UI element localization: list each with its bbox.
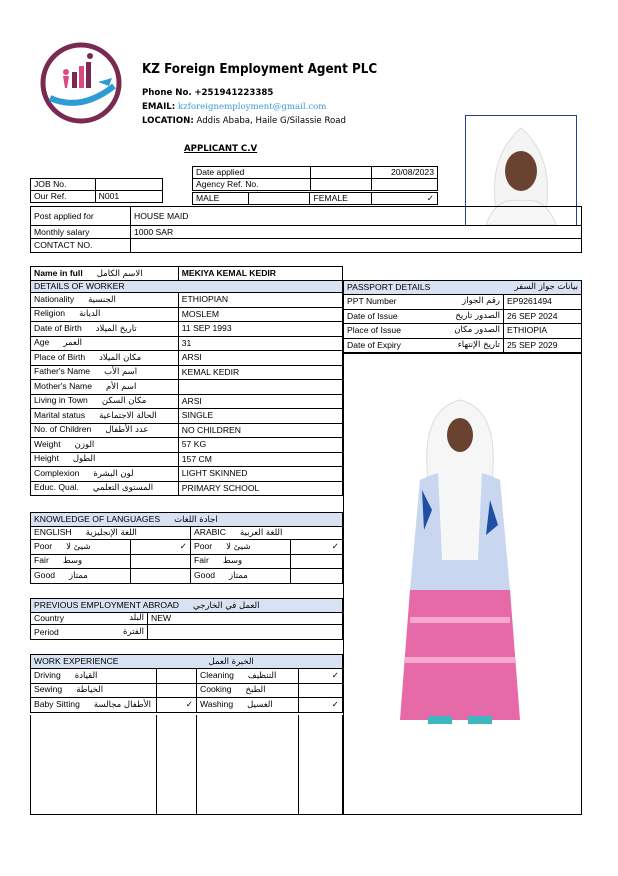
languages-table: KNOWLEDGE OF LANGUAGES اجادة اللغات ENGLISH اللغة الإنجليزية ARABIC اللغة العربية Poor شيئ لا ✓ Poor شيئ لا ✓ Fair وسط Fair وسط Good ممتاز Good ممتاز xyxy=(30,512,343,584)
passport-row: PPT Number رقم الجواز EP9261494 xyxy=(344,295,582,310)
language-row: Fair وسط Fair وسط xyxy=(31,554,343,569)
experience-row: Driving القيادة Cleaning التنظيف ✓ xyxy=(31,669,343,684)
company-name: KZ Foreign Employment Agent PLC xyxy=(142,62,378,77)
experience-row: Baby Sitting الأطفال مجالسة ✓ Washing الغسيل ✓ xyxy=(31,698,343,713)
detail-row: No. of Children عدد الأطفال NO CHILDREN xyxy=(31,423,343,438)
passport-row: Date of Expiry تاريخ الإنتهاء 25 SEP 2029 xyxy=(344,338,582,353)
passport-table: PASSPORT DETAILS بيانات جواز السفر PPT Number رقم الجواز EP9261494 Date of Issue الصدور تاريخ 26 SEP 2024 Place of Issue الصدور مكان ETHIOPIA Date of Expiry تاريخ الإنتهاء 25 SEP 2029 xyxy=(343,280,582,353)
detail-row: Living in Town مكان السكن ARSI xyxy=(31,394,343,409)
experience-space xyxy=(30,715,343,815)
page-title: APPLICANT C.V xyxy=(184,144,258,154)
detail-row: Educ. Qual. المستوى التعلمي PRIMARY SCHOOL xyxy=(31,481,343,496)
employment-table: PREVIOUS EMPLOYMENT ABROAD العمل في الخارجي Country البلد NEW Period الفترة xyxy=(30,598,343,640)
detail-row: Place of Birth مكان الميلاد ARSI xyxy=(31,351,343,366)
work-experience-table: WORK EXPERIENCE الخبرة العمل Driving القيادة Cleaning التنظيف ✓ Sewing الخياطة Cooking الطبخ Baby Sitting الأطفال مجالسة ✓ Washing الغسيل ✓ xyxy=(30,654,343,713)
detail-row: Age العمر 31 xyxy=(31,336,343,351)
email-link[interactable]: kzforeignemployment@gmail.com xyxy=(177,102,327,112)
female-check: ✓ xyxy=(372,193,438,205)
post-table: Post applied for HOUSE MAID Monthly salary 1000 SAR CONTACT NO. xyxy=(30,206,582,253)
detail-row: Weight الوزن 57 KG xyxy=(31,438,343,453)
worker-details-table: Name in full الاسم الكامل MEKIYA KEMAL KEDIR DETAILS OF WORKER Nationality الجنسية ETHIOPIAN Religion الديانة MOSLEM Date of Birth تاريخ الميلاد 11 SEP 1993 Age العمر 31 Place of Birth مكان الميلاد ARSI Father's Name اسم الأب KEMAL KEDIR Mother's Name اسم الأم Living in Town مكان السكن ARSI Marital status الحالة الاجتماعية SINGLE No. of Children عدد الأطفال NO CHILDREN Weight الوزن 57 KG Height الطول 157 CM Complexion لون البشرة LIGHT SKINNED Educ. Qual. المستوى التعلمي PRIMARY SCHOOL xyxy=(30,266,343,496)
detail-row: Date of Birth تاريخ الميلاد 11 SEP 1993 xyxy=(31,322,343,337)
detail-row: Father's Name اسم الأب KEMAL KEDIR xyxy=(31,365,343,380)
detail-row: Height الطول 157 CM xyxy=(31,452,343,467)
applicant-photo-full xyxy=(350,360,575,745)
detail-row: Nationality الجنسية ETHIOPIAN xyxy=(31,293,343,308)
company-logo xyxy=(40,42,122,124)
gender-table: MALE FEMALE ✓ xyxy=(192,192,438,205)
date-table: Date applied 20/08/2023 Agency Ref. No. xyxy=(192,166,438,191)
company-contact: Phone No. +251941223385 EMAIL: kzforeignemployment@gmail.com LOCATION: Addis Ababa, Haile G/Silassie Road xyxy=(142,88,347,126)
detail-row: Marital status الحالة الاجتماعية SINGLE xyxy=(31,409,343,424)
language-row: Poor شيئ لا ✓ Poor شيئ لا ✓ xyxy=(31,540,343,555)
language-row: Good ممتاز Good ممتاز xyxy=(31,569,343,584)
detail-row: Mother's Name اسم الأم xyxy=(31,380,343,395)
job-table: JOB No. Our Ref. N001 xyxy=(30,178,163,203)
experience-row: Sewing الخياطة Cooking الطبخ xyxy=(31,683,343,698)
detail-row: Religion الديانة MOSLEM xyxy=(31,307,343,322)
detail-row: Complexion لون البشرة LIGHT SKINNED xyxy=(31,467,343,482)
passport-row: Place of Issue الصدور مكان ETHIOPIA xyxy=(344,324,582,339)
passport-row: Date of Issue الصدور تاريخ 26 SEP 2024 xyxy=(344,309,582,324)
